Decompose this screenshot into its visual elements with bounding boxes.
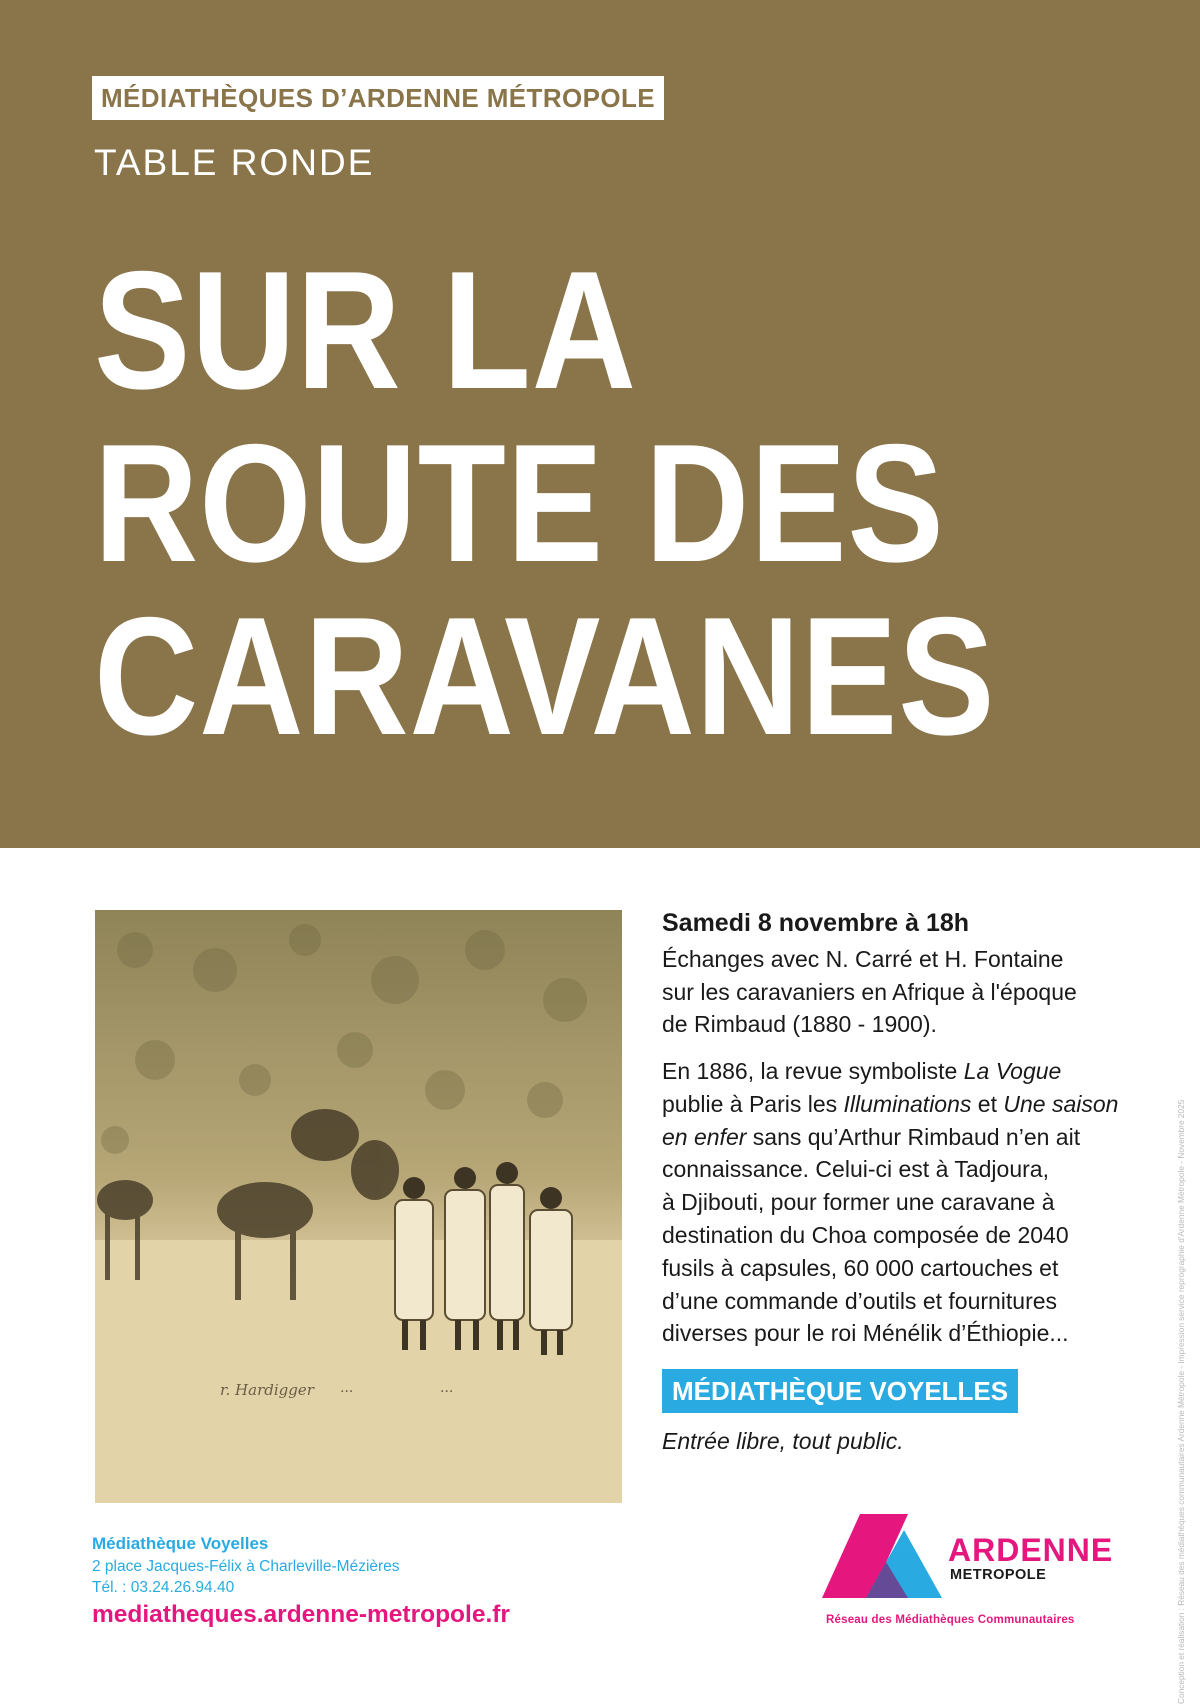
logo-mark-icon (820, 1508, 950, 1600)
work-title: La Vogue (963, 1058, 1062, 1084)
body-text: fusils à capsules, 60 000 cartouches et (662, 1254, 1059, 1281)
event-type: TABLE RONDE (94, 142, 375, 183)
body-text: En 1886, la revue symboliste (662, 1058, 964, 1084)
logo-word: ARDENNE (948, 1532, 1114, 1568)
photo-caption: r. Hardigger (220, 1381, 314, 1399)
event-lead (662, 943, 1172, 1041)
lead-line: Échanges avec N. Carré et H. Fontaine (662, 946, 1064, 972)
event-date: Samedi 8 novembre à 18h (662, 909, 970, 937)
venue-badge: MÉDIATHÈQUE VOYELLES (662, 1369, 1018, 1413)
body-text: destination du Choa composée de 2040 (662, 1221, 1069, 1248)
body-text: sans qu’Arthur Rimbaud n’en ait (746, 1123, 1081, 1150)
access-note: Entrée libre, tout public. (662, 1428, 904, 1454)
work-title: Une saison (1003, 1090, 1119, 1117)
contact-name: Médiathèque Voyelles (92, 1534, 269, 1553)
caravan-photo-illustration (95, 910, 622, 1503)
body-text: et (971, 1090, 1004, 1117)
title-line: CARAVANES (94, 582, 996, 770)
contact-address: 2 place Jacques-Félix à Charleville-Mézières (92, 1558, 400, 1575)
work-title: en enfer (662, 1123, 747, 1150)
print-credit: Conception et réalisation : Réseau des médiathèques communautaires Ardenne Métropole - Impression service reprographie d'Ardenne Métropole - Novembre 2025 (1176, 1099, 1186, 1704)
event-description (662, 1055, 1182, 1350)
body-text: connaissance. Celui-ci est à Tadjoura, (662, 1156, 1049, 1183)
logo-tagline: Réseau des Médiathèques Communautaires (826, 1614, 1075, 1626)
header-band (0, 0, 1200, 848)
photo-caption: ... (340, 1380, 354, 1396)
contact-phone: Tél. : 03.24.26.94.40 (92, 1579, 235, 1596)
main-title (94, 236, 996, 770)
body-text: diverses pour le roi Ménélik d’Éthiopie... (662, 1320, 1069, 1347)
logo-sub: METROPOLE (950, 1567, 1047, 1583)
caravan-photo (95, 910, 622, 1503)
title-line: SUR LA (94, 236, 637, 424)
body-text: à Djibouti, pour former une caravane à (662, 1189, 1055, 1216)
lead-line: sur les caravaniers en Afrique à l'époque (662, 978, 1077, 1005)
photo-caption: ... (440, 1380, 454, 1396)
website-link[interactable]: mediatheques.ardenne-metropole.fr (92, 1601, 510, 1628)
work-title: Illuminations (843, 1090, 972, 1117)
title-line: ROUTE DES (94, 409, 945, 597)
ardenne-metropole-logo (820, 1508, 1120, 1628)
body-text: d’une commande d’outils et fournitures (662, 1287, 1058, 1314)
lead-line: de Rimbaud (1880 - 1900). (662, 1011, 937, 1037)
body-text: publie à Paris les (662, 1090, 844, 1117)
network-label: MÉDIATHÈQUES D’ARDENNE MÉTROPOLE (92, 76, 664, 120)
